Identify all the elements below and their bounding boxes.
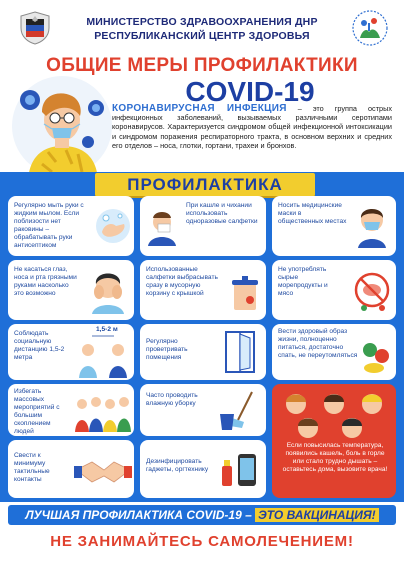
vaccination-highlight: ЭТО ВАКЦИНАЦИЯ! [255,508,379,522]
warning-card [272,384,396,498]
prevention-heading: ПРОФИЛАКТИКА [127,175,283,194]
mop-bucket-icon [216,390,262,432]
tip-card-disinfect-gadgets [140,440,266,498]
tip-card-wear-masks [272,196,396,256]
social-distance-icon [74,328,132,378]
main-title: ОБЩИЕ МЕРЫ ПРОФИЛАКТИКИ [46,55,358,76]
covid-title: COVID-19 [185,76,315,107]
masked-person-icon [352,204,392,248]
intro-description: – это группа острых инфекционных заболеваний, вызываемых различными серотипами коронавирусов. Характеризуется синдромом общей инфекционной интоксикации и синдромом поражения респираторного тракта, в основном верхних и средних его отделов – носа, глотки, гортани, трахеи и бронхов. [112,104,392,150]
tip-text: Использованные салфетки выбрасывать сразу в мусорную корзину с крышкой [146,266,218,297]
tip-text: Соблюдать социальную дистанцию 1,5-2 метра [14,330,65,361]
phone-spray-icon [220,448,262,492]
intro-keyword: КОРОНАВИРУСНАЯ ИНФЕКЦИЯ [112,103,287,114]
healthy-food-icon [358,336,392,376]
tip-card-ventilate [140,324,266,380]
warning-text: Если повысилась температура, появились кашель, боль в горле или стало трудно дышать – оставьтесь дома, вызовите врача! [282,442,388,473]
tip-card-dont-touch-face [8,260,134,320]
tip-text: Вести здоровый образ жизни, полноценно питаться, достаточно спать, не переутомляться [278,328,358,359]
family-faces-icon [278,390,390,440]
sneezing-person-icon [144,206,180,246]
prevention-banner [95,173,315,196]
tip-text: Избегать массовых мероприятий с большим скоплением людей [14,388,60,435]
no-raw-food-icon [352,268,392,312]
sick-person-illustration [8,72,116,180]
tip-text: При кашле и чихании использовать одноразовые салфетки [186,202,258,225]
tip-card-wet-cleaning [140,384,266,436]
health-center-logo-icon [350,8,390,48]
tip-card-avoid-crowds [8,384,134,436]
open-window-icon [220,330,260,374]
tip-card-wash-hands [8,196,134,256]
tip-text: Свести к минимуму тактильные контакты [14,452,50,483]
distance-label: 1,5-2 м [96,326,118,333]
vaccination-prefix: ЛУЧШАЯ ПРОФИЛАКТИКА COVID-19 – [25,508,256,522]
tip-text: Регулярно проветривать помещения [146,338,188,361]
tip-text: Не касаться глаз, носа и рта грязными руками насколько это возможно [14,266,77,297]
handshake-icon [74,446,132,492]
no-self-medication-warning: НЕ ЗАНИМАЙТЕСЬ САМОЛЕЧЕНИЕМ! [50,533,354,550]
ministry-name: МИНИСТЕРСТВО ЗДРАВООХРАНЕНИЯ ДНР [86,16,318,28]
vaccination-banner [8,505,396,525]
tip-card-dispose-tissues [140,260,266,320]
tip-card-social-distance [8,324,134,380]
tip-card-use-tissues [140,196,266,256]
tip-card-minimize-contact [8,440,134,498]
trash-bin-icon [228,270,262,314]
crowd-icon [72,390,132,432]
tip-text: Дезинфицировать гаджеты, оргтехнику [146,458,209,473]
tip-text: Носить медицинские маски в общественных местах [278,202,347,225]
tip-text: Не употреблять сырые морепродукты и мясо [278,266,328,297]
tip-card-healthy-lifestyle [272,324,396,380]
tip-card-no-raw-food [272,260,396,320]
washing-hands-icon [94,206,132,246]
center-name: РЕСПУБЛИКАНСКИЙ ЦЕНТР ЗДОРОВЬЯ [94,30,310,42]
tip-text: Регулярно мыть руки с жидким мылом. Если поблизости нет раковины – обрабатывать руки антисептиком [14,202,84,249]
tip-text: Часто проводить влажную уборку [146,392,198,407]
touching-face-icon [86,268,130,314]
intro-text [112,104,392,150]
header [0,0,404,52]
